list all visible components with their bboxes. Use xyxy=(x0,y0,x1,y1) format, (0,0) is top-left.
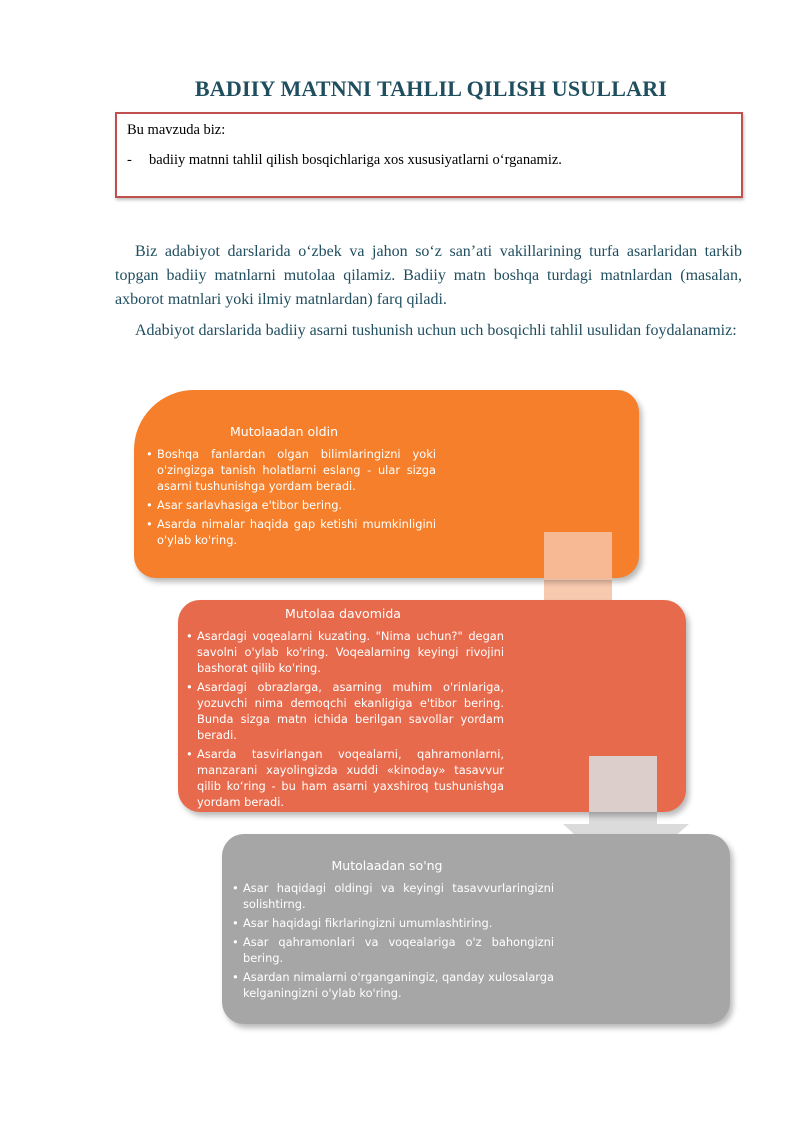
list-item: • Asardagi obrazlarga, asarning muhim o'rinlariga, yozuvchi nima demoqchi ekanligiga e'tibor bering. Bunda sizga matn ichida berilgan savollar yordam beradi. xyxy=(186,679,504,743)
intro-paragraph: Biz adabiyot darslarida o‘zbek va jahon so‘z san’ati vakillarining turfa asarlaridan tarkib topgan badiiy matnlarni mutolaa qilamiz. Badiiy matn boshqa turdagi matnlardan (masalan, axborot matnlari yoki ilmiy matnlardan) farq qiladi. xyxy=(115,243,742,308)
list-item: • Asardagi voqealarni kuzating. "Nima uchun?" degan savolni o'ylab ko'ring. Voqealarning keyingi rivojini bashorat qilib ko'ring. xyxy=(186,628,504,676)
list-item: • Asar haqidagi fikrlaringizni umumlashtiring. xyxy=(232,915,554,931)
stage-title: Mutolaadan so'ng xyxy=(331,858,443,873)
flow-arrow-2-overlay xyxy=(589,756,657,812)
note-heading: Bu mavzuda biz: xyxy=(127,122,226,138)
list-item: • Asarda nimalar haqida gap ketishi mumkinligini o'ylab ko'ring. xyxy=(146,516,436,548)
flow-arrow-1-overlay xyxy=(544,532,612,580)
list-item: • Boshqa fanlardan olgan bilimlaringizni yoki o'zingizga tanish holatlarni eslang - ular sizga asarni tushunishga yordam beradi. xyxy=(146,446,436,494)
stage-title: Mutolaadan oldin xyxy=(230,424,338,439)
stage-list xyxy=(186,628,504,813)
page-title: BADIIY MATNNI TAHLIL QILISH USULLARI xyxy=(194,76,668,101)
list-item: • Asar haqidagi oldingi va keyingi tasavvurlaringizni solishtirng. xyxy=(232,880,554,912)
topic-note-box xyxy=(115,112,743,198)
stage-title: Mutolaa davomida xyxy=(285,606,401,621)
note-dash: - xyxy=(127,152,132,168)
stage-list xyxy=(146,446,436,551)
note-item xyxy=(127,152,562,169)
list-item: • Asar qahramonlari va voqealariga o'z bahongizni bering. xyxy=(232,934,554,966)
note-item-text: badiiy matnni tahlil qilish bosqichlariga xos xususiyatlarni o‘rganamiz. xyxy=(149,152,562,168)
stage-card-after-reading xyxy=(222,834,730,1024)
list-item: • Asar sarlavhasiga e'tibor bering. xyxy=(146,497,436,513)
stage-list xyxy=(232,880,554,1004)
list-item: • Asarda tasvirlangan voqealarni, qahramonlarni, manzarani xayolingizda xuddi «kinoday» tasavvur qilib ko‘ring - bu ham asarni yaxshiroq tushunishga yordam beradi. xyxy=(186,746,504,810)
method-paragraph: Adabiyot darslarida badiiy asarni tushunish uchun uch bosqichli tahlil usulidan foydalanamiz: xyxy=(135,322,737,339)
list-item: • Asardan nimalarni o'rganganingiz, qanday xulosalarga kelganingizni o'ylab ko'ring. xyxy=(232,969,554,1001)
